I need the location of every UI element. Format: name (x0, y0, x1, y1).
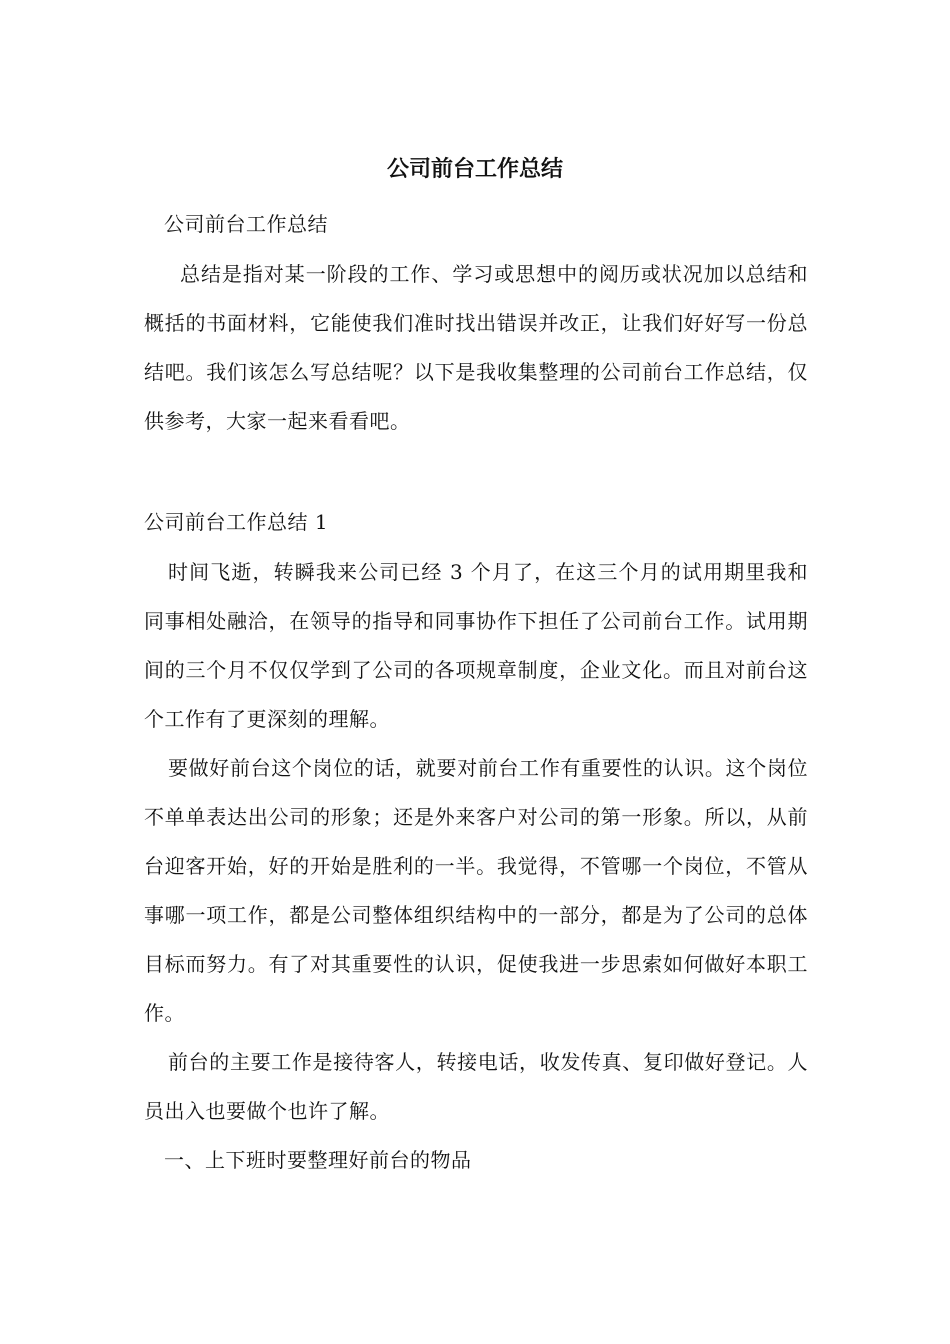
intro-paragraph: 总结是指对某一阶段的工作、学习或思想中的阅历或状况加以总结和概括的书面材料，它能使我们准时找出错误并改正，让我们好好写一份总结吧。我们该怎么写总结呢？以下是我收集整理的公司前台工作总结，仅供参考，大家一起来看看吧。 (144, 262, 808, 433)
section-content (144, 548, 808, 1185)
section-heading: 公司前台工作总结 1 (144, 510, 329, 534)
paragraph: 时间飞逝，转瞬我来公司已经 3 个月了，在这三个月的试用期里我和同事相处融洽，在领导的指导和同事协作下担任了公司前台工作。试用期间的三个月不仅仅学到了公司的各项规章制度，企业文化。而且对前台这个工作有了更深刻的理解。 (144, 560, 808, 731)
paragraph: 前台的主要工作是接待客人，转接电话，收发传真、复印做好登记。人员出入也要做个也许了解。 (144, 1050, 808, 1123)
list-heading: 一、上下班时要整理好前台的物品 (164, 1148, 472, 1172)
document-title: 公司前台工作总结 (386, 157, 563, 182)
paragraph: 要做好前台这个岗位的话，就要对前台工作有重要性的认识。这个岗位不单单表达出公司的形象；还是外来客户对公司的第一形象。所以，从前台迎客开始，好的开始是胜利的一半。我觉得，不管哪一个岗位，不管从事哪一项工作，都是公司整体组织结构中的一部分，都是为了公司的总体目标而努力。有了对其重要性的认识，促使我进一步思索如何做好本职工作。 (144, 756, 808, 1025)
document-subtitle: 公司前台工作总结 (164, 212, 328, 236)
